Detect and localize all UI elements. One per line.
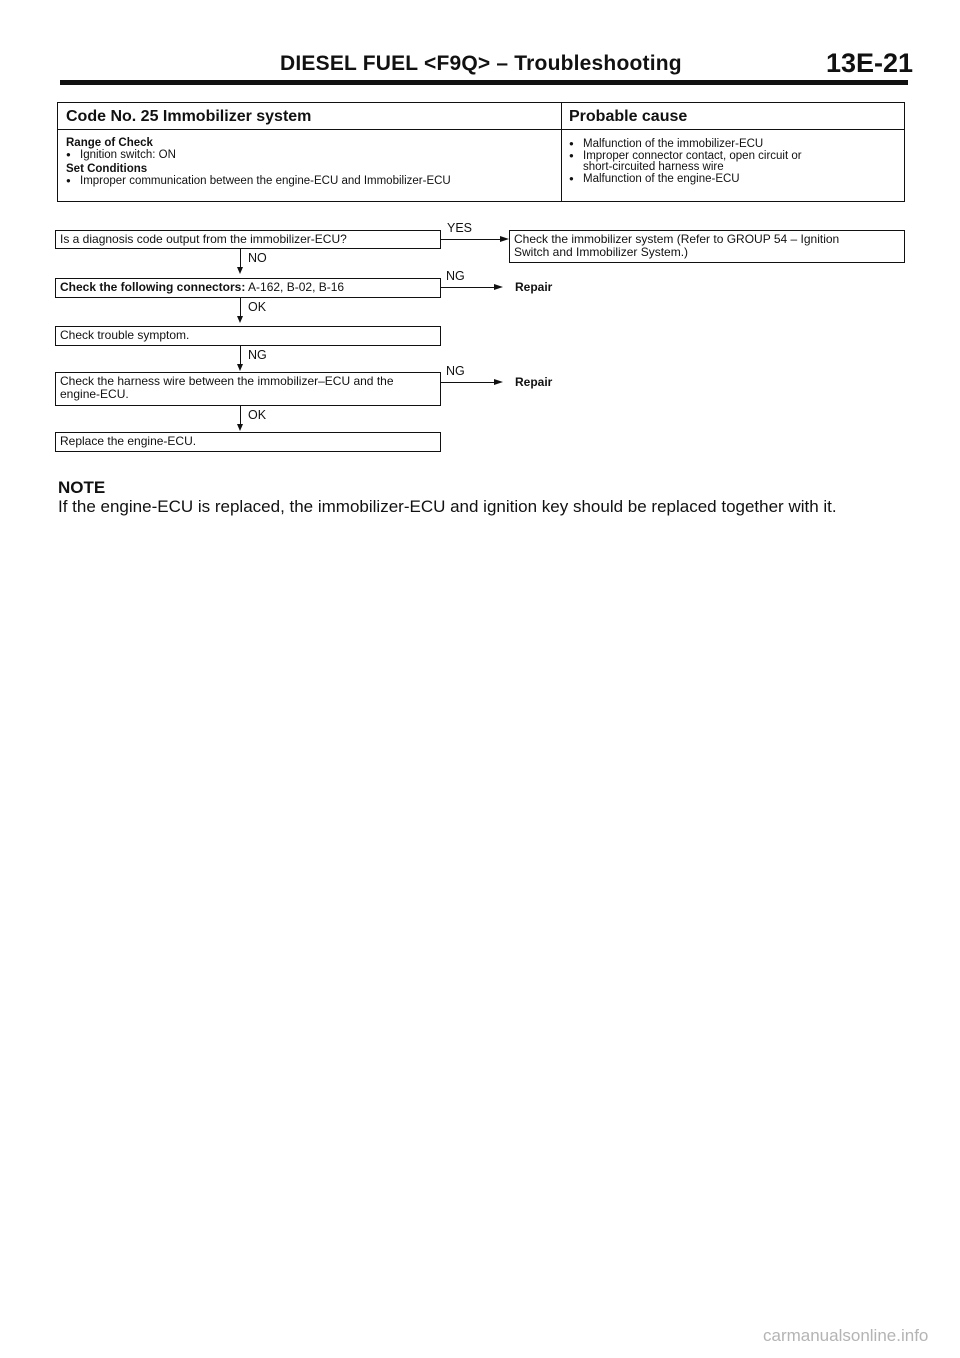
flow-action-check-immobilizer-box (509, 230, 905, 263)
flow-step-text: engine-ECU. (60, 387, 129, 401)
flow-step-harness-wire-box (55, 372, 441, 406)
ok-label: OK (248, 408, 267, 422)
flow-step-connectors-box (55, 278, 441, 298)
page-title: DIESEL FUEL <F9Q> – Troubleshooting (280, 52, 682, 75)
flow-step-text: A-162, B-02, B-16 (245, 280, 345, 294)
flow-step-diagnosis-code-box (55, 230, 441, 249)
repair-action: Repair (515, 375, 553, 389)
repair-action: Repair (515, 280, 553, 294)
flow-step-replace-ecu-box (55, 432, 441, 452)
flow-action-line: Check the immobilizer system (Refer to GROUP 54 – Ignition (514, 232, 840, 246)
cause-item-continuation: short-circuited harness wire (583, 161, 724, 173)
ok-connector (240, 298, 241, 318)
table-header-rule (58, 129, 904, 130)
arrow-right-icon (494, 379, 503, 385)
flow-action-line: Switch and Immobilizer System.) (514, 245, 689, 259)
cause-item: ● Improper connector contact, open circuit or (569, 150, 802, 162)
no-connector (240, 249, 241, 269)
ok-label: OK (248, 300, 267, 314)
no-label: NO (248, 251, 267, 265)
yes-connector (441, 239, 501, 240)
cause-item: ● Malfunction of the engine-ECU (569, 173, 802, 185)
ok-connector (240, 406, 241, 426)
arrow-down-icon (237, 364, 243, 371)
page-number: 13E-21 (826, 48, 914, 78)
range-and-conditions-cell (66, 138, 451, 187)
yes-label: YES (447, 221, 473, 235)
arrow-down-icon (237, 316, 243, 323)
cause-item: ● Malfunction of the immobilizer-ECU (569, 138, 802, 150)
ng-label: NG (446, 269, 465, 283)
watermark: carmanualsonline.info (763, 1326, 929, 1345)
table-column-rule (561, 103, 562, 201)
ng-label: NG (248, 348, 267, 362)
probable-cause-cell (569, 138, 802, 185)
range-of-check-label: Range of Check (66, 137, 153, 149)
note-title: NOTE (58, 478, 106, 497)
note-text: If the engine-ECU is replaced, the immobilizer-ECU and ignition key should be replaced together with it. (58, 497, 837, 516)
code-table (57, 102, 905, 202)
set-conditions-label: Set Conditions (66, 163, 148, 175)
ng-connector (441, 382, 495, 383)
code-heading: Code No. 25 Immobilizer system (66, 108, 312, 125)
range-of-check-item: ● Ignition switch: ON (66, 149, 451, 161)
flow-step-trouble-symptom-box (55, 326, 441, 346)
ng-connector (240, 346, 241, 366)
flow-step-text-bold: Check the following connectors: (60, 280, 246, 294)
flow-step-text: Check the harness wire between the immobilizer–ECU and the (60, 374, 394, 388)
probable-cause-heading: Probable cause (569, 108, 688, 125)
ng-label: NG (446, 364, 465, 378)
arrow-down-icon (237, 267, 243, 274)
arrow-down-icon (237, 424, 243, 431)
arrow-right-icon (500, 236, 509, 242)
header-rule (60, 80, 908, 85)
flow-step-text: Is a diagnosis code output from the immobilizer-ECU? (60, 232, 347, 246)
arrow-right-icon (494, 284, 503, 290)
flow-step-text: Check trouble symptom. (60, 328, 190, 342)
flow-step-text: Replace the engine-ECU. (60, 434, 197, 448)
ng-connector (441, 287, 495, 288)
set-conditions-item: ● Improper communication between the engine-ECU and Immobilizer-ECU (66, 175, 451, 187)
